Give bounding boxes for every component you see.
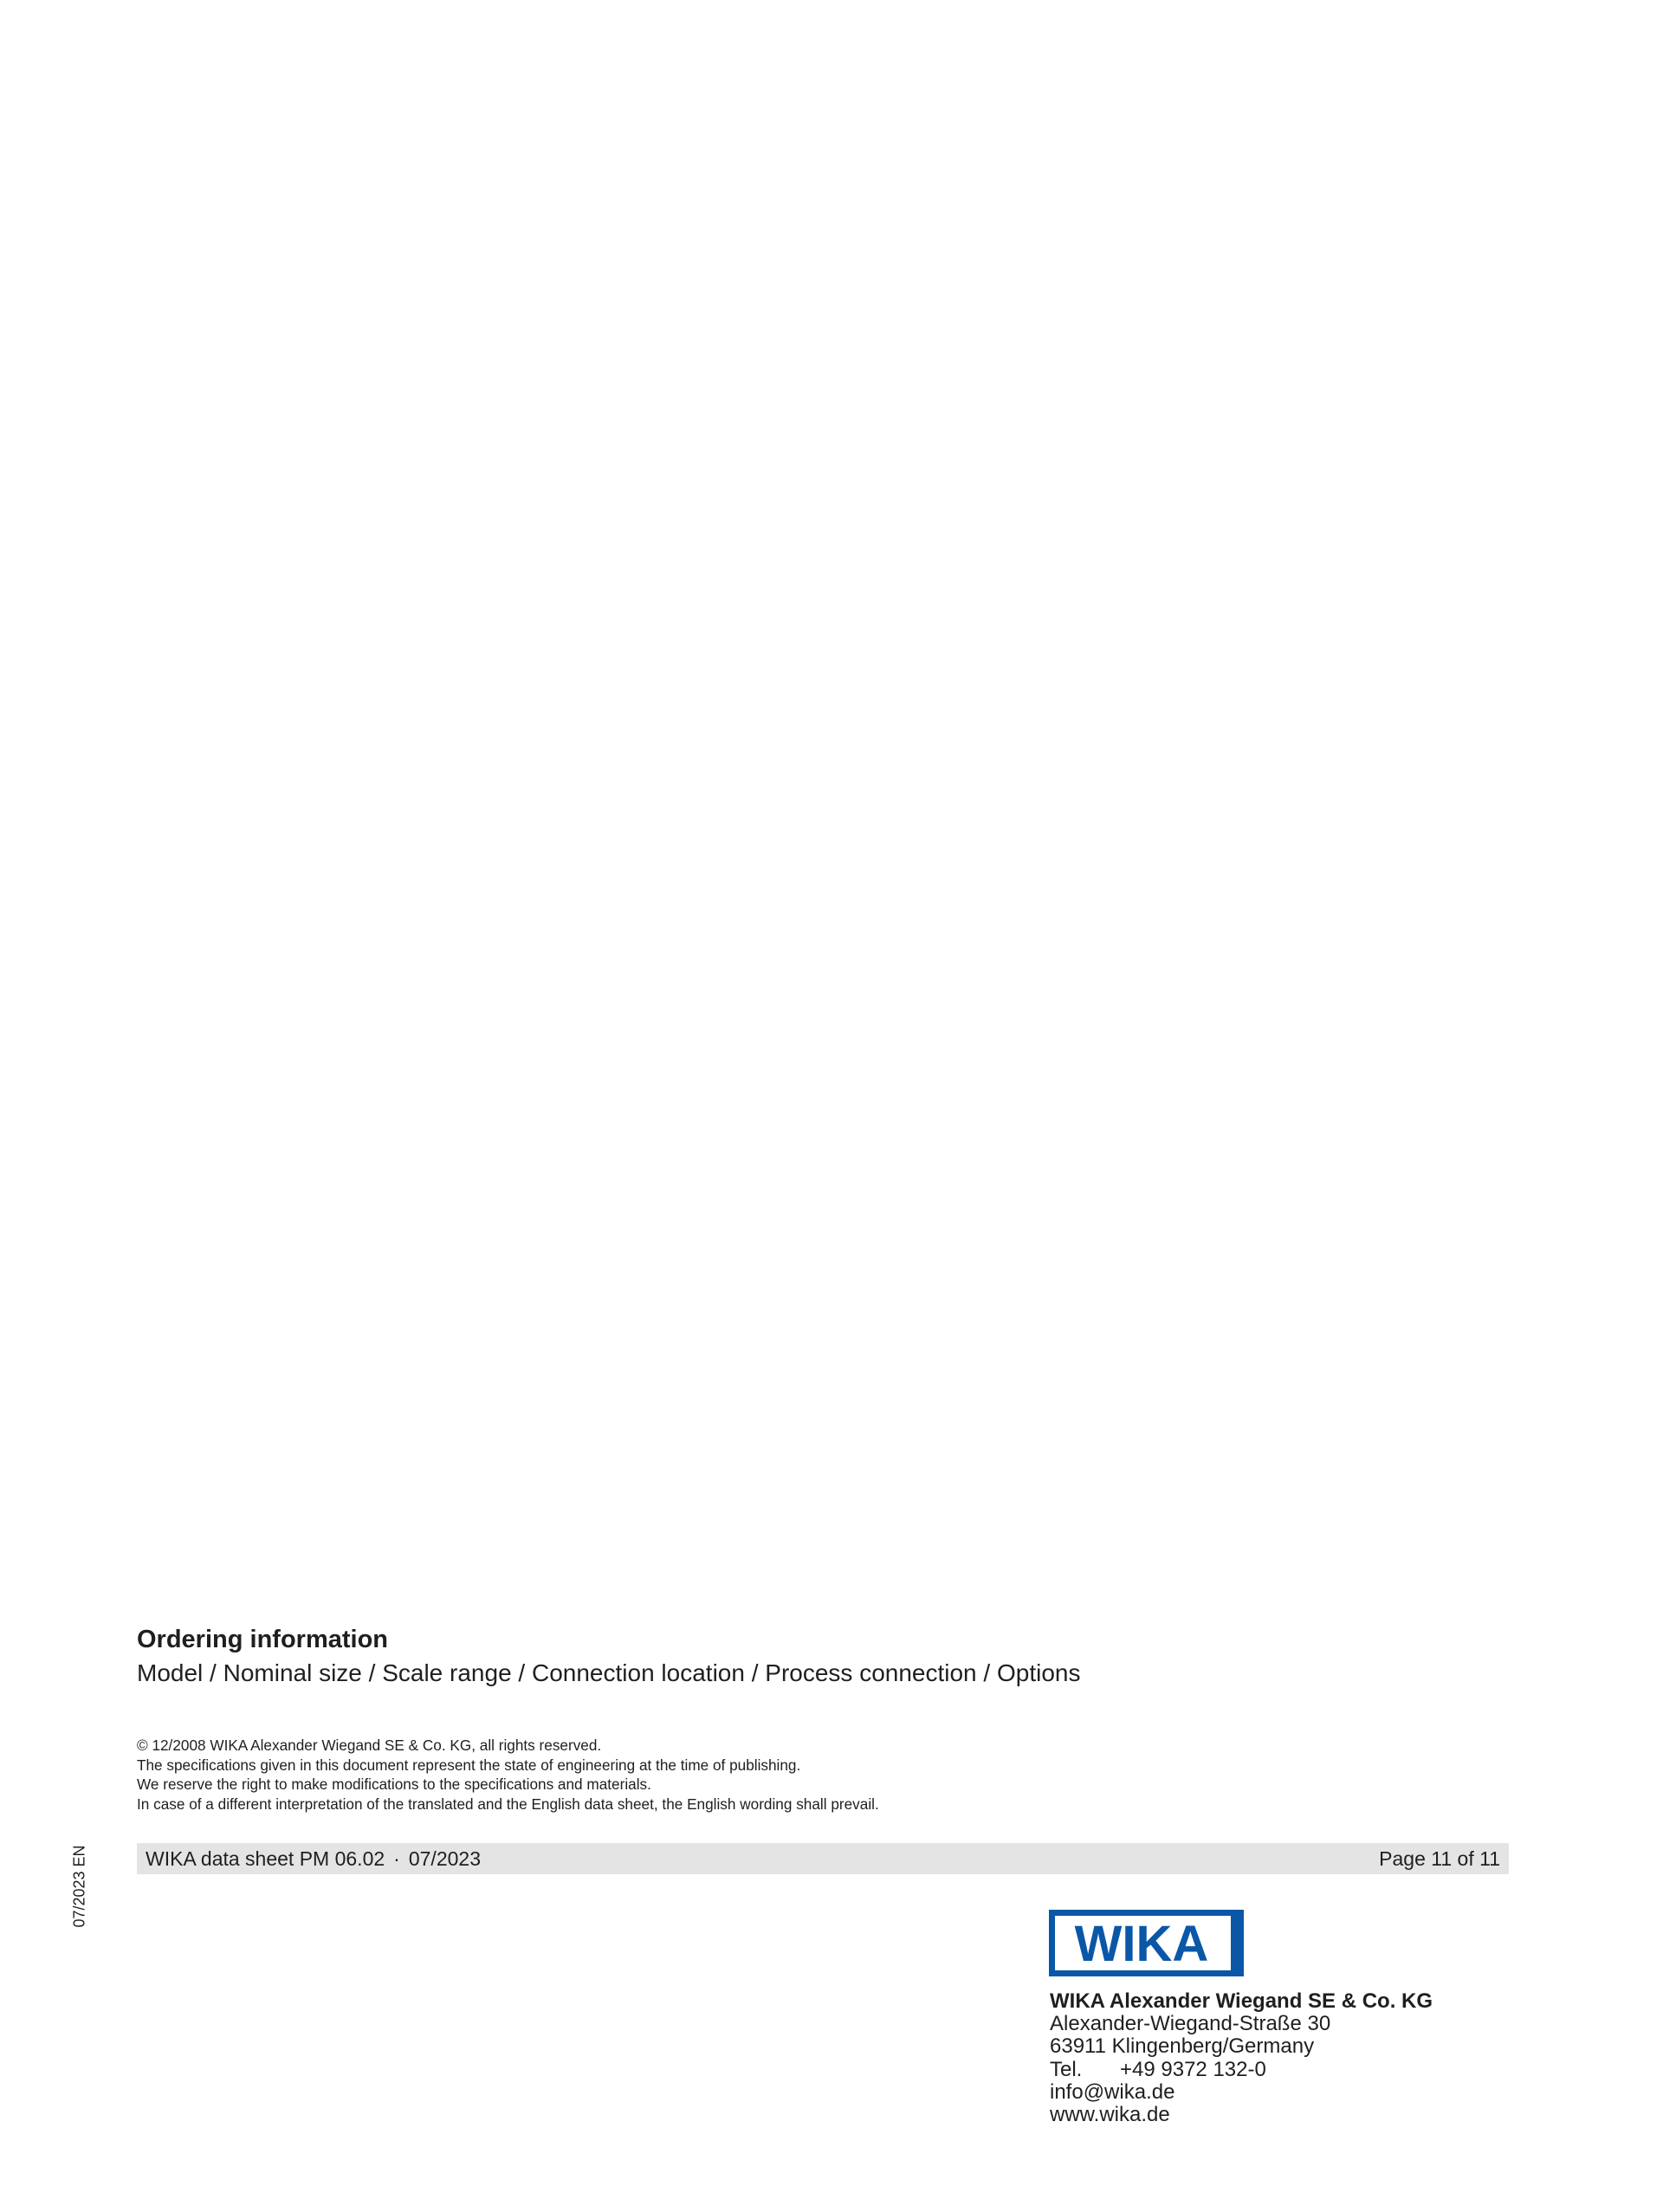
interpretation-text: In case of a different interpretation of the translated and the English data sheet, the English wording shall prevail. [137,1795,879,1813]
legal-notice [137,1736,879,1814]
document-version-code: 07/2023 EN [70,1845,88,1928]
ordering-heading: Ordering information [137,1626,388,1653]
copyright-text: © 12/2008 WIKA Alexander Wiegand SE & Co. KG, all rights reserved. [137,1737,602,1754]
wika-logo [1049,1910,1244,1976]
datasheet-date: 07/2023 [408,1847,481,1870]
company-phone [1050,2059,1433,2081]
company-street: Alexander-Wiegand-Straße 30 [1050,2012,1331,2036]
phone-label: Tel. [1050,2057,1083,2081]
company-name: WIKA Alexander Wiegand SE & Co. KG [1050,1989,1433,2013]
specs-text: The specifications given in this document represent the state of engineering at the time of publishing. [137,1756,801,1774]
footer-bar [137,1843,1509,1874]
page-number: Page 11 of 11 [1379,1847,1500,1870]
company-city: 63911 Klingenberg/Germany [1050,2034,1315,2059]
reserve-text: We reserve the right to make modifications to the specifications and materials. [137,1775,651,1793]
phone-number: +49 9372 132-0 [1120,2057,1266,2081]
footer-separator: · [393,1847,400,1870]
datasheet-number: WIKA data sheet PM 06.02 [146,1847,385,1870]
logo-wordmark: WIKA [1074,1916,1209,1972]
company-website[interactable]: www.wika.de [1050,2103,1170,2127]
company-address [1050,1990,1433,2126]
footer-datasheet-info [146,1843,481,1874]
company-email[interactable]: info@wika.de [1050,2079,1175,2104]
ordering-code-line: Model / Nominal size / Scale range / Connection location / Process connection / Options [137,1659,1081,1686]
